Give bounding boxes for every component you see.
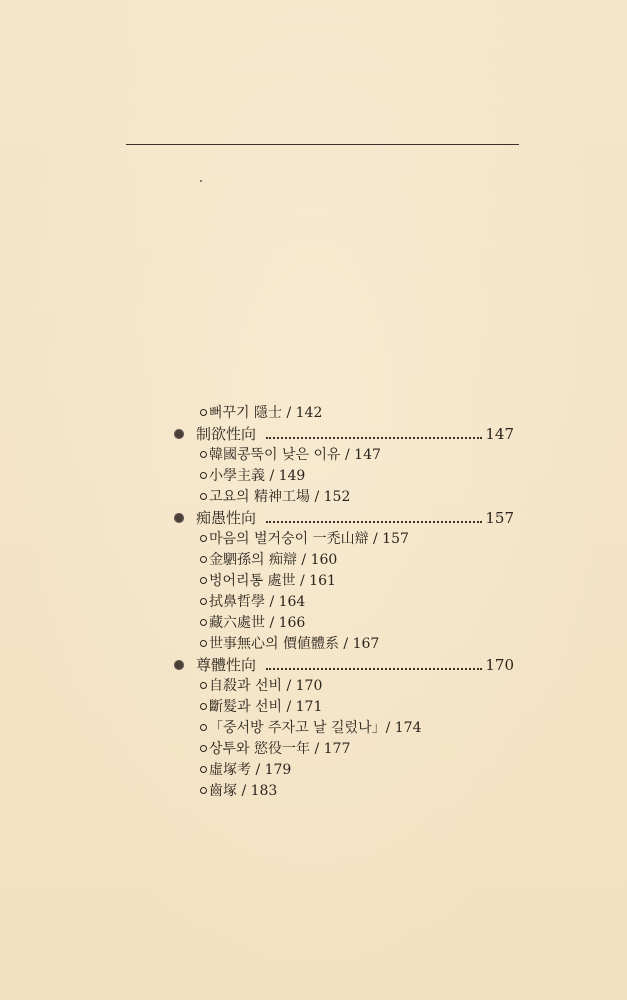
circle-bullet-icon [200,493,207,500]
circle-bullet-icon [200,556,207,563]
circle-bullet-icon [200,577,207,584]
circle-bullet-icon [200,745,207,752]
circle-bullet-icon [200,472,207,479]
toc-entry[interactable]: 齒塚 / 183 [200,782,277,800]
toc-entry[interactable]: 상투와 慾役一年 / 177 [200,740,350,758]
section-page-number: 157 [485,509,514,527]
toc-section-heading[interactable] [174,656,514,674]
dot-leader [266,437,482,439]
section-title: 尊體性向 [196,656,257,674]
circle-bullet-icon [200,787,207,794]
dot-leader [266,521,482,523]
toc-entry[interactable]: 虛塚考 / 179 [200,761,291,779]
circle-bullet-icon [200,640,207,647]
filled-circle-bullet-icon [174,660,184,670]
toc-entry[interactable]: 고요의 精神工場 / 152 [200,488,350,506]
toc-entry[interactable]: 斷髮과 선비 / 171 [200,698,322,716]
section-page-number: 170 [485,656,514,674]
toc-entry[interactable]: 마음의 벌거숭이 一禿山辯 / 157 [200,530,409,548]
section-title: 制欲性向 [196,425,257,443]
toc-section-heading[interactable] [174,509,514,527]
toc-entry[interactable]: 世事無心의 價値體系 / 167 [200,635,379,653]
toc-entry[interactable]: 뻐꾸기 隱士 / 142 [200,404,322,422]
toc-entry[interactable]: 韓國콩뚝이 낮은 이유 / 147 [200,446,381,464]
toc-entry[interactable]: 벙어리통 處世 / 161 [200,572,336,590]
circle-bullet-icon [200,451,207,458]
circle-bullet-icon [200,619,207,626]
toc-entry[interactable]: 金駟孫의 痴辯 / 160 [200,551,337,569]
circle-bullet-icon [200,766,207,773]
toc-entry[interactable]: 小學主義 / 149 [200,467,305,485]
circle-bullet-icon [200,724,207,731]
toc-entry[interactable]: 「중서방 주자고 날 길렀나」/ 174 [200,719,421,737]
circle-bullet-icon [200,409,207,416]
filled-circle-bullet-icon [174,429,184,439]
toc-entry[interactable]: 拭鼻哲學 / 164 [200,593,305,611]
toc-entry[interactable]: 自殺과 선비 / 170 [200,677,322,695]
dot-leader [266,668,482,670]
circle-bullet-icon [200,598,207,605]
filled-circle-bullet-icon [174,513,184,523]
circle-bullet-icon [200,682,207,689]
toc-entry[interactable]: 藏六處世 / 166 [200,614,305,632]
section-page-number: 147 [485,425,514,443]
section-title: 痴愚性向 [196,509,257,527]
circle-bullet-icon [200,703,207,710]
circle-bullet-icon [200,535,207,542]
toc-section-heading[interactable] [174,425,514,443]
